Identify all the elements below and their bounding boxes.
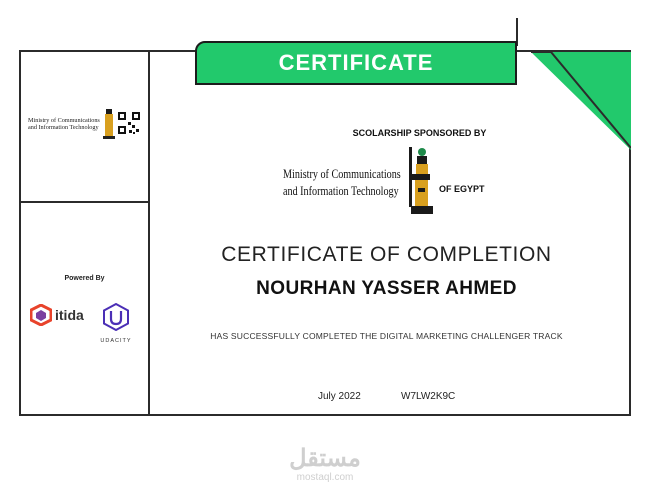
pharaoh-emblem-icon bbox=[403, 146, 437, 218]
recipient-name: NOURHAN YASSER AHMED bbox=[256, 278, 517, 299]
of-egypt-label: OF EGYPT bbox=[439, 184, 485, 194]
ministry-name bbox=[283, 165, 401, 199]
certificate-tab bbox=[195, 41, 517, 85]
certificate-title: CERTIFICATE bbox=[278, 50, 434, 75]
watermark bbox=[240, 446, 410, 483]
pharaoh-emblem-icon bbox=[103, 109, 115, 139]
ministry-line2: and Information Technology bbox=[283, 183, 399, 198]
sponsored-by-label: SCOLARSHIP SPONSORED BY bbox=[352, 128, 487, 138]
completion-heading: CERTIFICATE OF COMPLETION bbox=[221, 243, 552, 266]
track-description: HAS SUCCESSFULLY COMPLETED THE DIGITAL MARKETING CHALLENGER TRACK bbox=[210, 331, 563, 341]
sidebar-ministry-line2: and Information Technology bbox=[28, 124, 99, 131]
sidebar-ministry-logo bbox=[28, 104, 143, 144]
sidebar-divider-horizontal bbox=[19, 201, 150, 203]
itida-logo bbox=[30, 304, 84, 326]
udacity-logo-icon bbox=[102, 303, 130, 331]
verification-code: W7LW2K9C bbox=[401, 391, 456, 402]
ministry-line1: Ministry of Communications bbox=[283, 166, 401, 181]
watermark-url: mostaql.com bbox=[296, 472, 354, 483]
sidebar-ministry-text bbox=[28, 117, 100, 132]
sidebar-divider-vertical bbox=[148, 50, 150, 416]
powered-by-label: Powered By bbox=[64, 275, 105, 282]
qr-code-icon bbox=[118, 112, 140, 136]
issue-date: July 2022 bbox=[318, 391, 361, 402]
sidebar-ministry-line1: Ministry of Communications bbox=[28, 116, 100, 124]
watermark-arabic: مستقل bbox=[289, 445, 361, 472]
udacity-text: UDACITY bbox=[100, 338, 132, 344]
ministry-logo bbox=[283, 146, 485, 218]
itida-text: itida bbox=[55, 307, 84, 323]
itida-logo-icon bbox=[30, 304, 52, 326]
udacity-logo bbox=[96, 303, 136, 344]
